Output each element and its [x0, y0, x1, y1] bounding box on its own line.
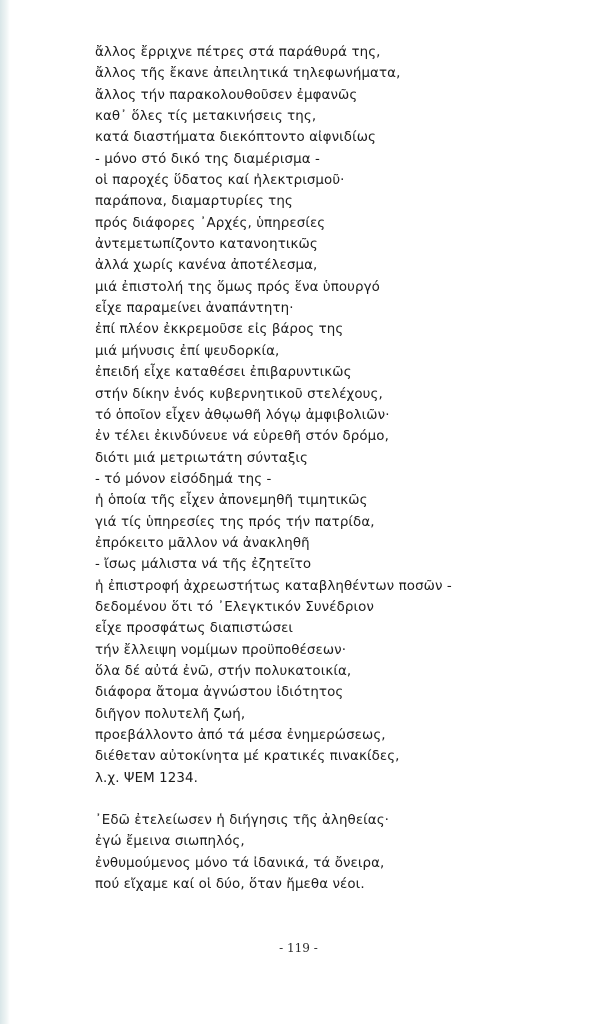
poem-line: ἐπειδή εἶχε καταθέσει ἐπιβαρυντικῶς [95, 365, 352, 381]
poem-line: ἄλλος ἔρριχνε πέτρες στά παράθυρά της, [95, 45, 381, 60]
poem-line: διῆγον πολυτελῆ ζωή, [95, 706, 246, 722]
page-edge-shadow [0, 0, 10, 1024]
poem-line: τό ὁποῖον εἶχεν ἀθῳωθῆ λόγῳ ἀμφιβολιῶν· [95, 407, 390, 423]
poem-line: τήν ἔλλειψη νομίμων προϋποθέσεων· [95, 642, 347, 658]
poem-line: ἄλλος τῆς ἔκανε ἀπειλητικά τηλεφωνήματα, [95, 66, 401, 82]
poem-line: πρός διάφορες ᾿Αρχές, ὑπηρεσίες [95, 215, 326, 231]
poem-line: διέθεταν αὐτοκίνητα μέ κρατικές πινακίδες, [95, 749, 400, 765]
stanza-1 [95, 42, 565, 789]
poem-line: δεδομένου ὅτι τό ᾿Ελεγκτικόν Συνέδριον [95, 599, 374, 615]
poem-line: ἡ ὁποία τῆς εἶχεν ἀπονεμηθῆ τιμητικῶς [95, 493, 368, 509]
poem-line: γιά τίς ὑπηρεσίες της πρός τήν πατρίδα, [95, 514, 375, 530]
poem-line: ἐν τέλει ἐκινδύνευε νά εὑρεθῆ στόν δρόμο, [95, 429, 389, 445]
poem-line: - μόνο στό δικό της διαμέρισμα - [95, 151, 320, 167]
poem-line: ἀντεμετωπίζοντο κατανοητικῶς [95, 237, 318, 253]
poem-line: - τό μόνον εἰσόδημά της - [95, 471, 272, 487]
poem-line: μιά ἐπιστολή της ὅμως πρός ἕνα ὑπουργό [95, 279, 380, 295]
poem-line: κατά διαστήματα διεκόπτοντο αἰφνιδίως [95, 130, 376, 146]
poem-line: - ἴσως μάλιστα νά τῆς ἐζητεῖτο [95, 557, 312, 573]
poem-line: ἡ ἐπιστροφή ἀχρεωστήτως καταβληθέντων ποσῶν - [95, 578, 452, 594]
poem-line: εἶχε προσφάτως διαπιστώσει [95, 621, 294, 637]
poem-line: ἐπί πλέον ἐκκρεμοῦσε εἰς βάρος της [95, 322, 344, 338]
poem-line: ἐγώ ἔμεινα σιωπηλός, [95, 834, 245, 850]
poem-line: ἀλλά χωρίς κανένα ἀποτέλεσμα, [95, 258, 318, 274]
poem-line: καθ᾿ ὅλες τίς μετακινήσεις της, [95, 109, 317, 125]
poem-line: προεβάλλοντο ἀπό τά μέσα ἐνημερώσεως, [95, 728, 386, 743]
poem-line: ἐπρόκειτο μᾶλλον νά ἀνακληθῆ [95, 535, 310, 551]
poem-line: παράπονα, διαμαρτυρίες της [95, 194, 293, 210]
poem-line: στήν δίκην ἑνός κυβερνητικοῦ στελέχους, [95, 386, 383, 402]
poem-line: ἄλλος τήν παρακολουθοῦσεν ἐμφανῶς [95, 87, 358, 103]
poem-line: ἐνθυμούμενος μόνο τά ἰδανικά, τά ὄνειρα, [95, 855, 385, 871]
poem-line: λ.χ. ΨΕΜ 1234. [95, 770, 198, 786]
poem-line: εἶχε παραμείνει ἀναπάντητη· [95, 301, 294, 317]
stanza-2 [95, 810, 565, 895]
poem-line: διάφορα ἄτομα ἀγνώστου ἰδιότητος [95, 685, 344, 701]
poem-line: διότι μιά μετριωτάτη σύνταξις [95, 450, 309, 466]
poem-line: ὅλα δέ αὐτά ἐνῶ, στήν πολυκατοικία, [95, 663, 352, 679]
page-number: - 119 - [279, 941, 318, 955]
poem-text [95, 42, 565, 895]
poem-line: πού εἴχαμε καί οἱ δύο, ὅταν ἤμεθα νέοι. [95, 877, 365, 893]
poem-line: οἱ παροχές ὕδατος καί ἠλεκτρισμοῦ· [95, 173, 345, 189]
poem-line: μιά μήνυσις ἐπί ψευδορκία, [95, 343, 280, 359]
poem-line: ᾿Εδῶ ἐτελείωσεν ἡ διήγησις τῆς ἀληθείας· [95, 813, 390, 829]
